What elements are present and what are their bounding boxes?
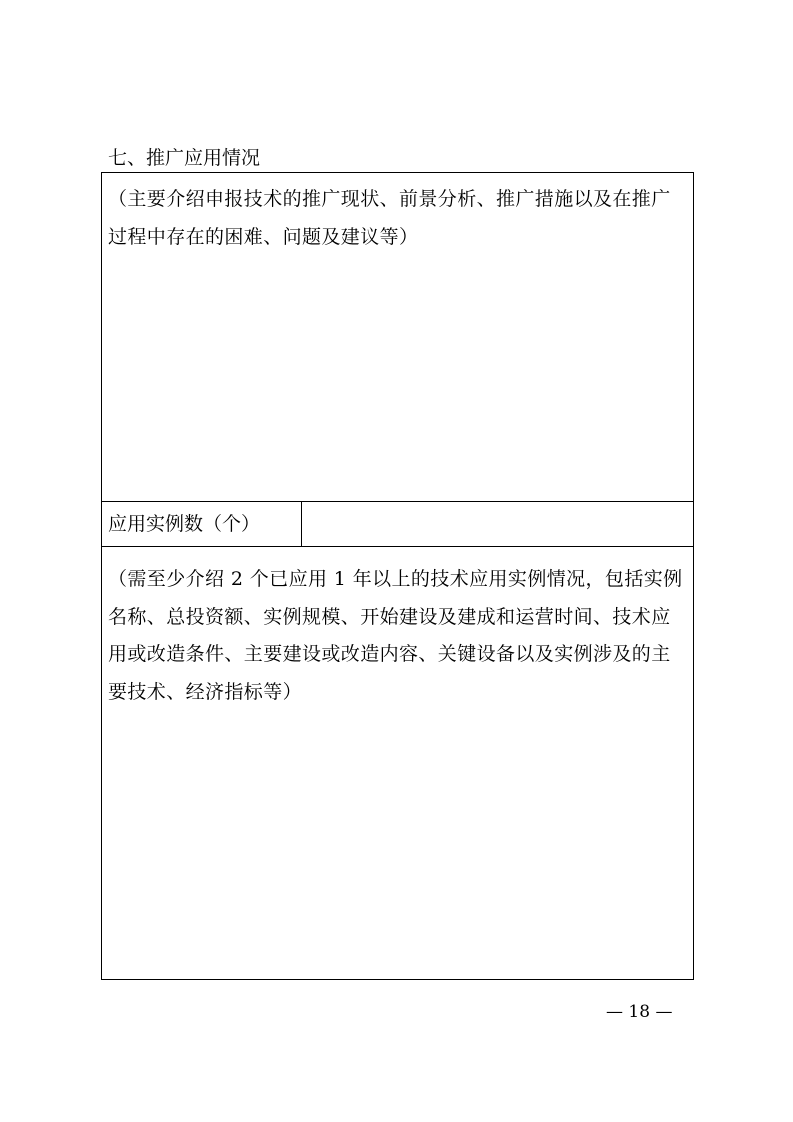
case-description-cell[interactable] — [102, 547, 693, 979]
case-note: （需至少介绍 2 个已应用 1 年以上的技术应用实例情况，包括实例名称、总投资额、实例规模、开始建设及建成和运营时间、技术应用或改造条件、主要建设或改造内容、关键设备以及实例涉及的主要技术、经济指标等） — [108, 568, 683, 703]
promotion-description-cell[interactable] — [102, 173, 693, 502]
case-count-label-cell — [102, 502, 302, 546]
promotion-note: （主要介绍申报技术的推广现状、前景分析、推广措施以及在推广过程中存在的困难、问题及建议等） — [108, 188, 671, 248]
case-count-row — [102, 502, 693, 547]
section-title: 七、推广应用情况 — [108, 147, 261, 169]
page-number: — 18 — — [606, 1002, 673, 1022]
case-count-value-cell[interactable] — [302, 502, 693, 546]
form-table — [101, 172, 694, 980]
case-count-label: 应用实例数（个） — [108, 513, 261, 535]
